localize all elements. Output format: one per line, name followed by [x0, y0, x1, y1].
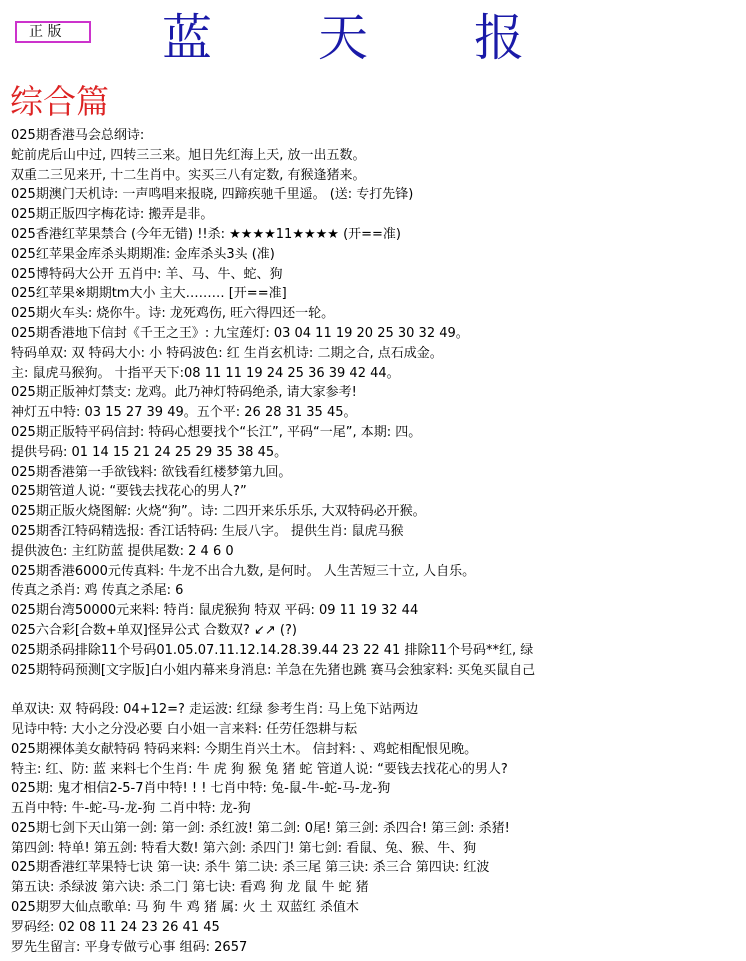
content-line: 双重二三见来开, 十二生肖中。实买三八有定数, 有猴逢猪来。: [11, 167, 366, 183]
content-line: 025期正版特平码信封: 特码心想要找个“长江”, 平码“一尾”, 本期: 四。: [11, 424, 422, 440]
content-line: 025香港红苹果禁合 (今年无错) !!杀: ★★★★11★★★★ (开==准): [11, 226, 401, 242]
content-line: 提供号码: 01 14 15 21 24 25 29 35 38 45。: [11, 444, 288, 460]
masthead-char-2: 天: [318, 9, 368, 67]
content-line: 025期澳门天机诗: 一声鸣唱来报晓, 四蹄疾驰千里遥。 (送: 专打先锋): [11, 187, 414, 203]
content-line: 见诗中特: 大小之分没必要 白小姐一言来料: 任劳任怨耕与耘: [11, 721, 358, 737]
content-line: 025期香港地下信封《千王之王》: 九宝莲灯: 03 04 11 19 20 25 30 32 49。: [11, 325, 469, 341]
content-line: [11, 680, 741, 700]
content-line: 025期正版神灯禁支: 龙鸡。此乃神灯特码绝杀, 请大家参考!: [11, 385, 357, 401]
content-line: 025期香港6000元传真料: 牛龙不出合九数, 是何时。 人生苦短三十立, 人自乐。: [11, 563, 476, 579]
section-title: 综合篇: [10, 82, 109, 121]
content-line: 主: 鼠虎马猴狗。 十指平天下:08 11 11 19 24 25 36 39 42 44。: [11, 365, 400, 381]
content-line: 罗码经: 02 08 11 24 23 26 41 45: [11, 919, 220, 935]
content-line: 025期裸体美女献特码 特码来料: 今期生肖兴土木。 信封料: 、鸡蛇相配恨见晚。: [11, 741, 478, 757]
content-line: 蛇前虎后山中过, 四转三三来。旭日先红海上天, 放一出五数。: [11, 147, 366, 163]
content-line: 神灯五中特: 03 15 27 39 49。五个平: 26 28 31 35 45。: [11, 405, 357, 421]
content-line: 025期香港马会总纲诗:: [11, 128, 145, 143]
masthead-char-3: 报: [474, 9, 524, 67]
content-line: 025期香港第一手欲钱料: 欲钱看红楼梦第九回。: [11, 464, 292, 480]
content-line: 025期罗大仙点歌单: 马 狗 牛 鸡 猪 属: 火 土 双蓝红 杀值木: [11, 900, 359, 916]
content-line: 025期特码预测[文字版]白小姐内幕来身消息: 羊急在先猪也跳 赛马会独家料: 买兔买鼠自己: [11, 662, 536, 678]
content-line: 025期: 鬼才相信2-5-7肖中特! ! ! 七肖中特: 兔-鼠-牛-蛇-马-龙-狗: [11, 781, 391, 797]
edition-badge: 正 版: [15, 21, 91, 43]
content-line: 提供波色: 主红防蓝 提供尾数: 2 4 6 0: [11, 543, 234, 559]
content-line: 025期香江特码精选报: 香江话特码: 生辰八字。 提供生肖: 鼠虎马猴: [11, 523, 404, 539]
content-line: 025红苹果金库杀头期期准: 金库杀头3头 (准): [11, 246, 275, 262]
content-line: 特码单双: 双 特码大小: 小 特码波色: 红 生肖玄机诗: 二期之合, 点石成金。: [11, 345, 443, 361]
content-line: 单双诀: 双 特码段: 04+12=? 走运波: 红绿 参考生肖: 马上兔下站两边: [11, 702, 419, 718]
content-line: 传真之杀肖: 鸡 传真之杀尾: 6: [11, 583, 184, 599]
content-lines: [11, 126, 741, 957]
content-line: 025期台湾50000元来料: 特肖: 鼠虎猴狗 特双 平码: 09 11 19 32 44: [11, 603, 419, 619]
content-line: 第四剑: 特单! 第五剑: 特看大数! 第六剑: 杀四门! 第七剑: 看鼠、兔、猴、牛、狗: [11, 840, 477, 856]
content-line: 五肖中特: 牛-蛇-马-龙-狗 二肖中特: 龙-狗: [11, 801, 251, 817]
content-line: 025六合彩[合数+单双]怪异公式 合数双? ↙↗ (?): [11, 622, 297, 638]
content-line: 025期七剑下天山第一剑: 第一剑: 杀红波! 第二剑: 0尾! 第三剑: 杀四合! 第三剑: 杀猪!: [11, 820, 510, 836]
content-line: 025红苹果※期期tm大小 主大……… [开==准]: [11, 286, 287, 302]
content-line: 罗先生留言: 平身专做亏心事 组码: 2657: [11, 939, 248, 955]
content-line: 特主: 红、防: 蓝 来料七个生肖: 牛 虎 狗 猴 兔 猪 蛇 管道人说: “要钱去找花心的男人?: [11, 761, 508, 777]
content-line: 025期管道人说: “要钱去找花心的男人?”: [11, 484, 247, 500]
content-line: 025期杀码排除11个号码01.05.07.11.12.14.28.39.44 23 22 41 排除11个号码**红, 绿: [11, 642, 534, 658]
content-line: 025期香港红苹果特七诀 第一诀: 杀牛 第二诀: 杀三尾 第三诀: 杀三合 第四诀: 红波: [11, 860, 490, 876]
masthead: [0, 8, 746, 68]
content-line: 025博特码大公开 五肖中: 羊、马、牛、蛇、狗: [11, 266, 283, 282]
content-line: 025期正版四字梅花诗: 搬弄是非。: [11, 207, 214, 223]
content-line: 第五诀: 杀绿波 第六诀: 杀二门 第七诀: 看鸡 狗 龙 鼠 牛 蛇 猪: [11, 880, 369, 896]
masthead-char-1: 蓝: [162, 9, 212, 67]
content-line: 025期正版火烧图解: 火烧“狗”。诗: 二四开来乐乐乐, 大双特码必开猴。: [11, 504, 426, 520]
content-line: 025期火车头: 烧你牛。诗: 龙死鸡伤, 旺六得四还一轮。: [11, 306, 335, 322]
